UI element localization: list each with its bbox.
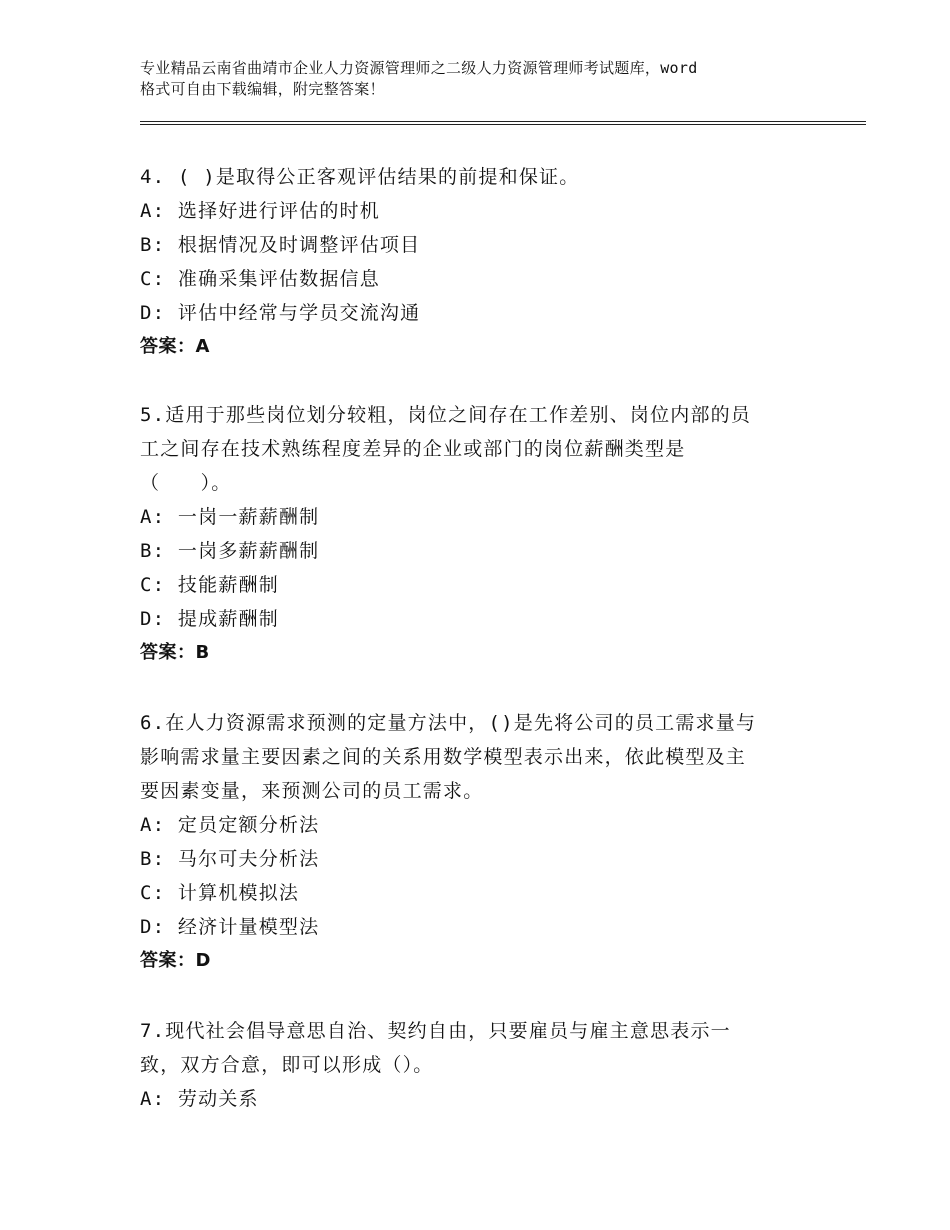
header-divider-top [140, 121, 866, 122]
question-4 [140, 160, 820, 364]
option-a: A: 一岗一薪薪酬制 [140, 506, 320, 528]
question-stem-line-2: 影响需求量主要因素之间的关系用数学模型表示出来，依此模型及主 [140, 746, 747, 768]
option-b: B: 一岗多薪薪酬制 [140, 540, 320, 562]
option-d: D: 评估中经常与学员交流沟通 [140, 302, 421, 324]
answer-label: 答案：A [140, 336, 210, 357]
option-d: D: 经济计量模型法 [140, 916, 320, 938]
question-stem-line-1: 5.适用于那些岗位划分较粗，岗位之间存在工作差别、岗位内部的员 [140, 404, 752, 426]
option-d: D: 提成薪酬制 [140, 608, 279, 630]
option-b: B: 根据情况及时调整评估项目 [140, 234, 421, 256]
question-stem-line-1: 6.在人力资源需求预测的定量方法中，()是先将公司的员工需求量与 [140, 712, 757, 734]
document-header [140, 58, 840, 100]
question-7 [140, 1014, 820, 1116]
answer-label: 答案：B [140, 642, 210, 663]
header-line-2: 格式可自由下载编辑，附完整答案！ [140, 80, 385, 98]
option-c: C: 计算机模拟法 [140, 882, 300, 904]
question-5 [140, 398, 820, 670]
question-stem: 4. ( )是取得公正客观评估结果的前提和保证。 [140, 166, 580, 188]
question-stem-line-1: 7.现代社会倡导意思自治、契约自由，只要雇员与雇主意思表示一 [140, 1020, 731, 1042]
question-stem-line-2: 致，双方合意，即可以形成（）。 [140, 1054, 434, 1076]
option-b: B: 马尔可夫分析法 [140, 848, 320, 870]
option-c: C: 技能薪酬制 [140, 574, 279, 596]
option-a: A: 定员定额分析法 [140, 814, 320, 836]
question-stem-line-3: （ ）。 [140, 472, 232, 494]
header-line-1: 专业精品云南省曲靖市企业人力资源管理师之二级人力资源管理师考试题库，word [140, 59, 698, 77]
question-stem-line-3: 要因素变量，来预测公司的员工需求。 [140, 780, 484, 802]
option-a: A: 选择好进行评估的时机 [140, 200, 380, 222]
option-c: C: 准确采集评估数据信息 [140, 268, 380, 290]
header-divider-bottom [140, 124, 866, 125]
answer-label: 答案：D [140, 950, 211, 971]
question-6 [140, 706, 820, 978]
question-stem-line-2: 工之间存在技术熟练程度差异的企业或部门的岗位薪酬类型是 [140, 438, 686, 460]
option-a: A: 劳动关系 [140, 1088, 259, 1110]
